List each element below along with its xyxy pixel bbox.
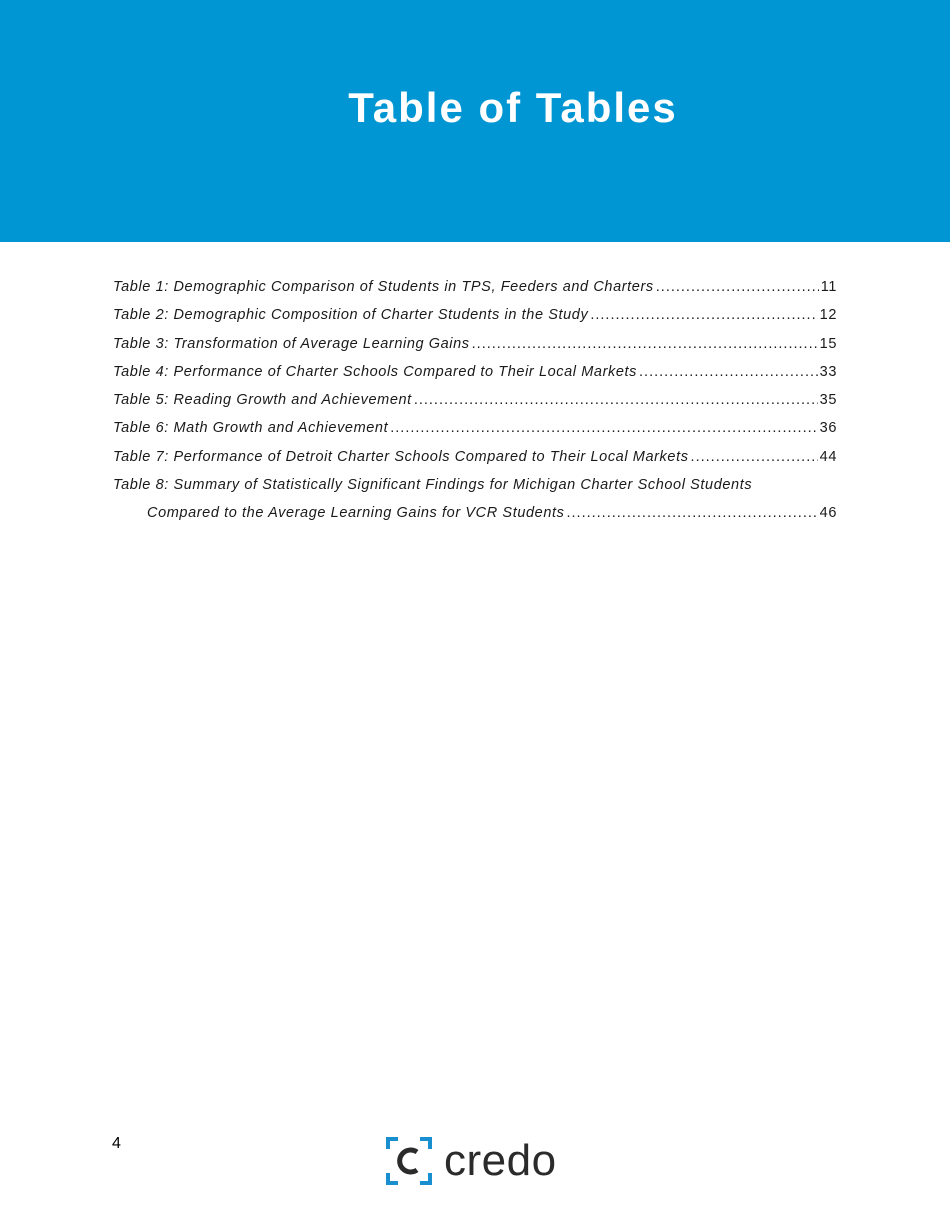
- toc-entry-title: Table 3: Transformation of Average Learning Gains: [113, 335, 470, 352]
- credo-logo-text: credo: [444, 1136, 557, 1185]
- toc-entry[interactable]: [113, 277, 837, 305]
- toc-entry-page: 15: [819, 335, 837, 352]
- toc-leader-dots: [590, 305, 817, 325]
- toc-entry-page: 11: [820, 279, 837, 295]
- credo-logo-icon: [386, 1137, 432, 1185]
- toc-entry[interactable]: [113, 390, 837, 418]
- toc-entry-page: 44: [819, 448, 837, 465]
- toc-entry-page: 36: [819, 420, 837, 437]
- toc-entry-continued[interactable]: [113, 503, 837, 531]
- toc-entry[interactable]: [113, 362, 837, 390]
- toc-entry-title: Table 2: Demographic Composition of Charter Students in the Study: [113, 307, 589, 324]
- toc-entry-page: 12: [819, 307, 837, 324]
- toc-leader-dots: [472, 334, 818, 354]
- toc-entry-page: 35: [819, 392, 837, 409]
- toc-entry[interactable]: [113, 418, 837, 446]
- credo-logo: [386, 1136, 557, 1186]
- toc-leader-dots: [639, 362, 818, 382]
- table-of-tables: [113, 277, 837, 532]
- toc-leader-dots: [691, 447, 818, 467]
- toc-entry-page: 46: [819, 505, 837, 522]
- toc-entry-title: Table 8: Summary of Statistically Significant Findings for Michigan Charter School Students: [113, 477, 753, 494]
- toc-entry-title: Table 1: Demographic Comparison of Students in TPS, Feeders and Charters: [113, 279, 654, 295]
- toc-entry-page: 33: [819, 363, 837, 380]
- toc-entry[interactable]: [113, 475, 837, 503]
- toc-entry-title: Table 6: Math Growth and Achievement: [113, 420, 389, 437]
- toc-leader-dots: [566, 503, 817, 523]
- toc-leader-dots: [390, 418, 817, 438]
- header-banner: [0, 0, 950, 242]
- toc-leader-dots: [656, 277, 819, 297]
- toc-entry-title-continued: Compared to the Average Learning Gains for VCR Students: [147, 505, 565, 522]
- toc-entry[interactable]: [113, 334, 837, 362]
- toc-entry[interactable]: [113, 447, 837, 475]
- toc-entry-title: Table 5: Reading Growth and Achievement: [113, 392, 412, 409]
- toc-entry-title: Table 4: Performance of Charter Schools Compared to Their Local Markets: [113, 363, 638, 380]
- page-title: Table of Tables: [348, 84, 678, 131]
- toc-leader-dots: [414, 390, 818, 410]
- toc-entry[interactable]: [113, 305, 837, 333]
- page-number: 4: [112, 1135, 121, 1152]
- toc-entry-title: Table 7: Performance of Detroit Charter Schools Compared to Their Local Markets: [113, 448, 689, 465]
